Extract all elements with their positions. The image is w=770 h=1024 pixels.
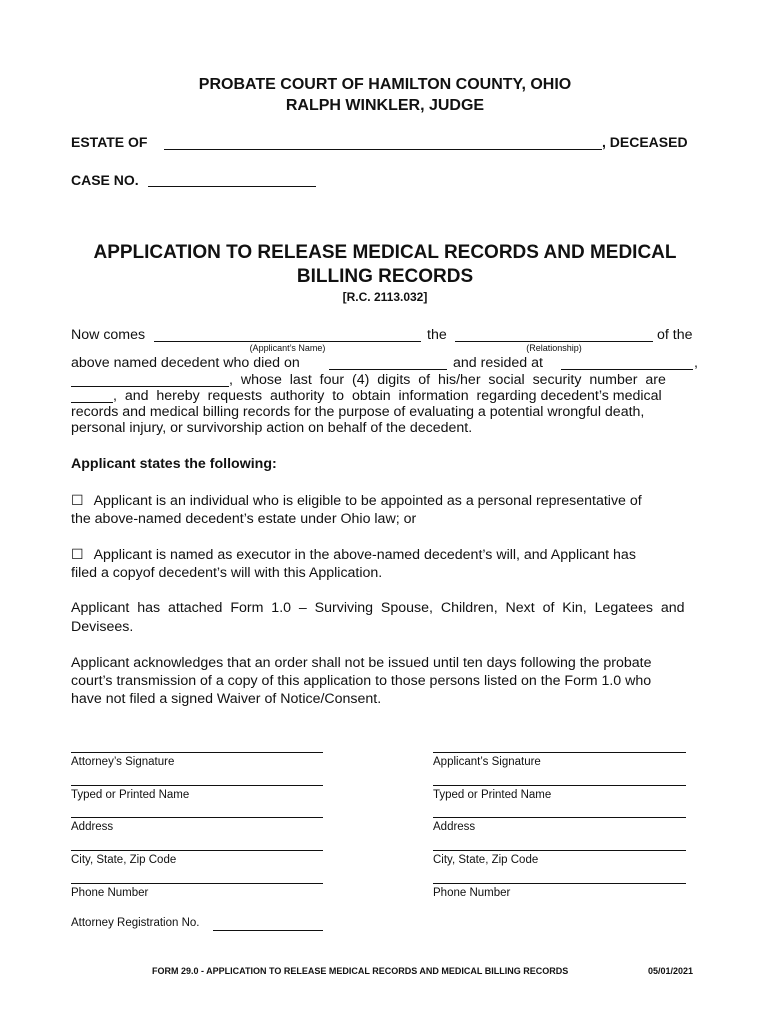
residence-field-cont[interactable] xyxy=(71,386,229,387)
footer-form-title: FORM 29.0 - APPLICATION TO RELEASE MEDICAL RECORDS AND MEDICAL BILLING RECORDS xyxy=(152,966,569,976)
footer-date: 05/01/2021 xyxy=(648,966,694,976)
applicant-city-label: City, State, Zip Code xyxy=(433,854,539,866)
option-eligible-line1: Applicant is an individual who is eligible to be appointed as a personal representative of xyxy=(93,493,642,509)
applicant-name-caption: (Applicant’s Name) xyxy=(249,343,326,353)
died-on-text: above named decedent who died on xyxy=(71,355,300,371)
option-executor xyxy=(71,546,636,563)
statute-reference: [R.C. 2113.032] xyxy=(342,290,428,304)
attached-form-line2: Devisees. xyxy=(71,619,134,635)
applicant-signature-label: Applicant’s Signature xyxy=(433,756,541,768)
purpose-text: records and medical billing records for the purpose of evaluating a potential wrongful death, xyxy=(71,404,645,420)
attorney-signature-line[interactable] xyxy=(71,752,323,753)
relationship-field[interactable] xyxy=(455,341,653,342)
comma-text: , xyxy=(694,355,698,371)
attorney-phone-label: Phone Number xyxy=(71,887,149,899)
applicant-phone-label: Phone Number xyxy=(433,887,511,899)
applicant-signature-line[interactable] xyxy=(433,752,686,753)
applicant-states-heading: Applicant states the following: xyxy=(71,456,277,472)
option-executor-line2: filed a copyof decedent’s will with this Application. xyxy=(71,565,383,581)
attorney-name-label: Typed or Printed Name xyxy=(71,789,190,801)
attorney-address-label: Address xyxy=(71,821,114,833)
applicant-address-line[interactable] xyxy=(433,817,686,818)
applicant-name-field[interactable] xyxy=(154,341,421,342)
attorney-name-line[interactable] xyxy=(71,785,323,786)
attorney-address-line[interactable] xyxy=(71,817,323,818)
option-executor-line1: Applicant is named as executor in the above-named decedent’s will, and Applicant has xyxy=(93,547,636,563)
ssn-last-four-field[interactable] xyxy=(71,402,113,403)
ssn-text: , whose last four (4) digits of his/her social security number are xyxy=(229,372,666,388)
relationship-caption: (Relationship) xyxy=(526,343,582,353)
attorney-city-line[interactable] xyxy=(71,850,323,851)
acknowledge-line1: Applicant acknowledges that an order shall not be issued until ten days following the probate xyxy=(71,655,652,671)
executor-checkbox[interactable]: ☐ xyxy=(71,546,84,562)
applicant-city-line[interactable] xyxy=(433,850,686,851)
case-number-label: CASE NO. xyxy=(71,172,139,188)
attorney-city-label: City, State, Zip Code xyxy=(71,854,177,866)
the-text: the xyxy=(427,327,447,343)
deceased-label: , DECEASED xyxy=(602,134,688,150)
attorney-registration-label: Attorney Registration No. xyxy=(71,917,200,929)
form-title-line2: BILLING RECORDS xyxy=(296,266,474,287)
date-of-death-field[interactable] xyxy=(329,369,447,370)
attached-form-line1: Applicant has attached Form 1.0 – Surviving Spouse, Children, Next of Kin, Legatees and xyxy=(71,600,685,616)
applicant-name-label: Typed or Printed Name xyxy=(433,789,552,801)
attorney-phone-line[interactable] xyxy=(71,883,323,884)
form-title-line1: APPLICATION TO RELEASE MEDICAL RECORDS AND MEDICAL xyxy=(93,242,677,263)
acknowledge-line3: have not filed a signed Waiver of Notice/Consent. xyxy=(71,691,382,707)
residence-field[interactable] xyxy=(561,369,693,370)
requests-authority-text: , and hereby requests authority to obtain information regarding decedent’s medical xyxy=(113,388,662,404)
action-text: personal injury, or survivorship action on behalf of the decedent. xyxy=(71,420,473,436)
of-the-text: of the xyxy=(657,327,693,343)
applicant-address-label: Address xyxy=(433,821,476,833)
attorney-signature-label: Attorney’s Signature xyxy=(71,756,175,768)
estate-name-field[interactable] xyxy=(164,149,602,150)
eligible-checkbox[interactable]: ☐ xyxy=(71,492,84,508)
applicant-name-line[interactable] xyxy=(433,785,686,786)
case-number-field[interactable] xyxy=(148,186,316,187)
applicant-phone-line[interactable] xyxy=(433,883,686,884)
acknowledge-line2: court’s transmission of a copy of this application to those persons listed on the Form 1.0 who xyxy=(71,673,652,689)
estate-label: ESTATE OF xyxy=(71,134,148,150)
attorney-registration-field[interactable] xyxy=(213,930,323,931)
now-comes-text: Now comes xyxy=(71,327,146,343)
court-name: PROBATE COURT OF HAMILTON COUNTY, OHIO xyxy=(198,76,572,93)
option-eligible xyxy=(71,492,642,509)
judge-name: RALPH WINKLER, JUDGE xyxy=(285,97,485,114)
option-eligible-line2: the above-named decedent’s estate under Ohio law; or xyxy=(71,511,417,527)
resided-at-text: and resided at xyxy=(453,355,543,371)
